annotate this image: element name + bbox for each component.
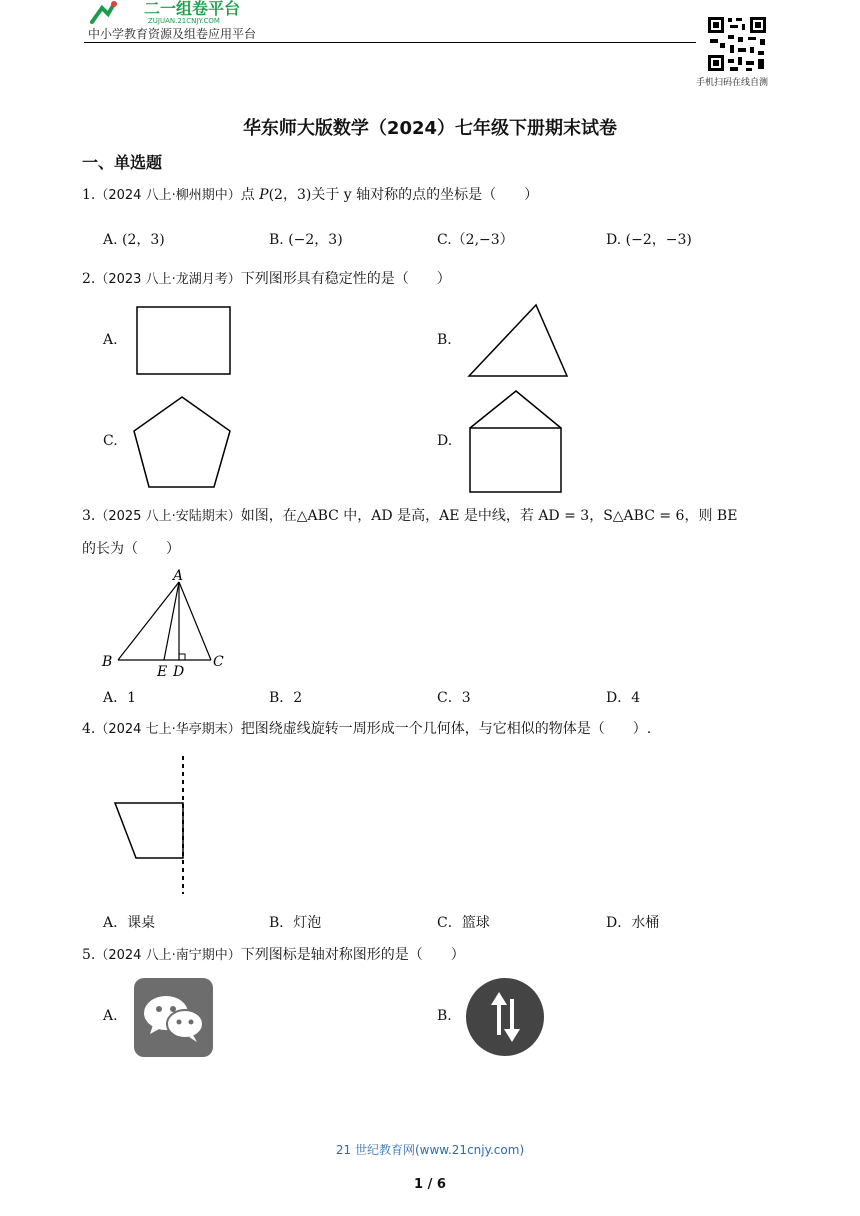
vertex-a-label: A <box>173 568 184 584</box>
question-number: 3. <box>82 508 96 524</box>
question-text: 如图，在△ABC 中，AD 是高，AE 是中线，若 AD = 3，S△ABC = 6，则 BE <box>240 508 738 524</box>
qr-code[interactable] <box>706 15 768 73</box>
q3-option-b[interactable]: B．2 <box>269 690 303 706</box>
question-number: 1. <box>82 187 96 203</box>
question-3 <box>82 506 737 527</box>
section-heading: 一、单选题 <box>82 153 163 172</box>
footer-site-link[interactable]: 21 世纪教育网(www.21cnjy.com) <box>335 1143 525 1157</box>
qr-caption: 手机扫码在线自测 <box>696 78 769 88</box>
q5-option-a[interactable]: A. <box>103 1008 118 1024</box>
rectangle-figure <box>130 300 240 382</box>
question-source: （2023 八上·龙湖月考） <box>95 272 241 287</box>
triangle-abc-figure <box>98 566 233 684</box>
question-source: （2025 八上·安陆期末） <box>95 509 241 524</box>
point-coords: (2，3) <box>268 187 312 203</box>
q3-option-a[interactable]: A．1 <box>103 690 137 706</box>
q4-option-d[interactable]: D．水桶 <box>606 915 660 931</box>
point-e-label: E <box>157 664 168 680</box>
question-source: （2024 八上·南宁期中） <box>95 948 241 963</box>
question-3-line-2: 的长为（ ） <box>82 541 180 557</box>
header-divider <box>84 42 696 43</box>
q2-option-c[interactable]: C. <box>103 433 118 449</box>
q2-option-d[interactable]: D. <box>437 433 453 449</box>
q4-option-a[interactable]: A．课桌 <box>103 915 156 931</box>
logo-url: ZUJUAN.21CNJY.COM <box>148 17 220 25</box>
header-subtitle: 中小学教育资源及组卷应用平台 <box>88 27 257 41</box>
site-logo <box>84 0 284 26</box>
question-5: 5.（2024 八上·南宁期中）下列图标是轴对称图形的是（ ） <box>82 947 465 963</box>
q2-option-b[interactable]: B. <box>437 332 452 348</box>
question-1: 1.（2024 八上·柳州期中）点 P(2，3)关于 y 轴对称的点的坐标是（ ） <box>82 187 539 203</box>
q3-option-d[interactable]: D．4 <box>606 690 641 706</box>
triangle-figure <box>460 300 580 382</box>
q4-option-b[interactable]: B．灯泡 <box>269 915 322 931</box>
q1-option-a[interactable]: A. (2，3) <box>103 232 165 248</box>
house-figure <box>462 386 568 498</box>
wechat-icon <box>133 977 214 1058</box>
vertex-c-label: C <box>213 654 224 670</box>
vertex-b-label: B <box>102 654 113 670</box>
q1-option-d[interactable]: D. (−2，−3) <box>606 232 692 248</box>
swap-arrows-icon <box>465 977 546 1058</box>
pentagon-figure <box>128 390 238 492</box>
logo-text: 二一组卷平台 <box>144 0 241 18</box>
point-label: P <box>259 187 269 203</box>
trapezoid-rotation-figure <box>108 752 198 898</box>
page-number: 1 / 6 <box>414 1177 446 1192</box>
q2-option-a[interactable]: A. <box>103 332 118 348</box>
q4-option-c[interactable]: C．篮球 <box>437 915 490 931</box>
question-source: （2024 七上·华亭期末） <box>95 722 241 737</box>
q3-option-c[interactable]: C．3 <box>437 690 471 706</box>
question-2: 2.（2023 八上·龙湖月考）下列图形具有稳定性的是（ ） <box>82 271 451 287</box>
q1-option-b[interactable]: B. (−2，3) <box>269 232 343 248</box>
question-number: 2. <box>82 271 96 287</box>
question-number: 4. <box>82 721 96 737</box>
question-number: 5. <box>82 947 96 963</box>
question-source: （2024 八上·柳州期中） <box>95 188 241 203</box>
q5-option-b[interactable]: B. <box>437 1008 452 1024</box>
q1-option-c[interactable]: C.（2,−3） <box>437 232 514 248</box>
point-d-label: D <box>173 664 185 680</box>
question-4: 4.（2024 七上·华亭期末）把图绕虚线旋转一周形成一个几何体，与它相似的物体是（ ）. <box>82 721 652 737</box>
page-title: 华东师大版数学（2024）七年级下册期末试卷 <box>242 118 618 139</box>
